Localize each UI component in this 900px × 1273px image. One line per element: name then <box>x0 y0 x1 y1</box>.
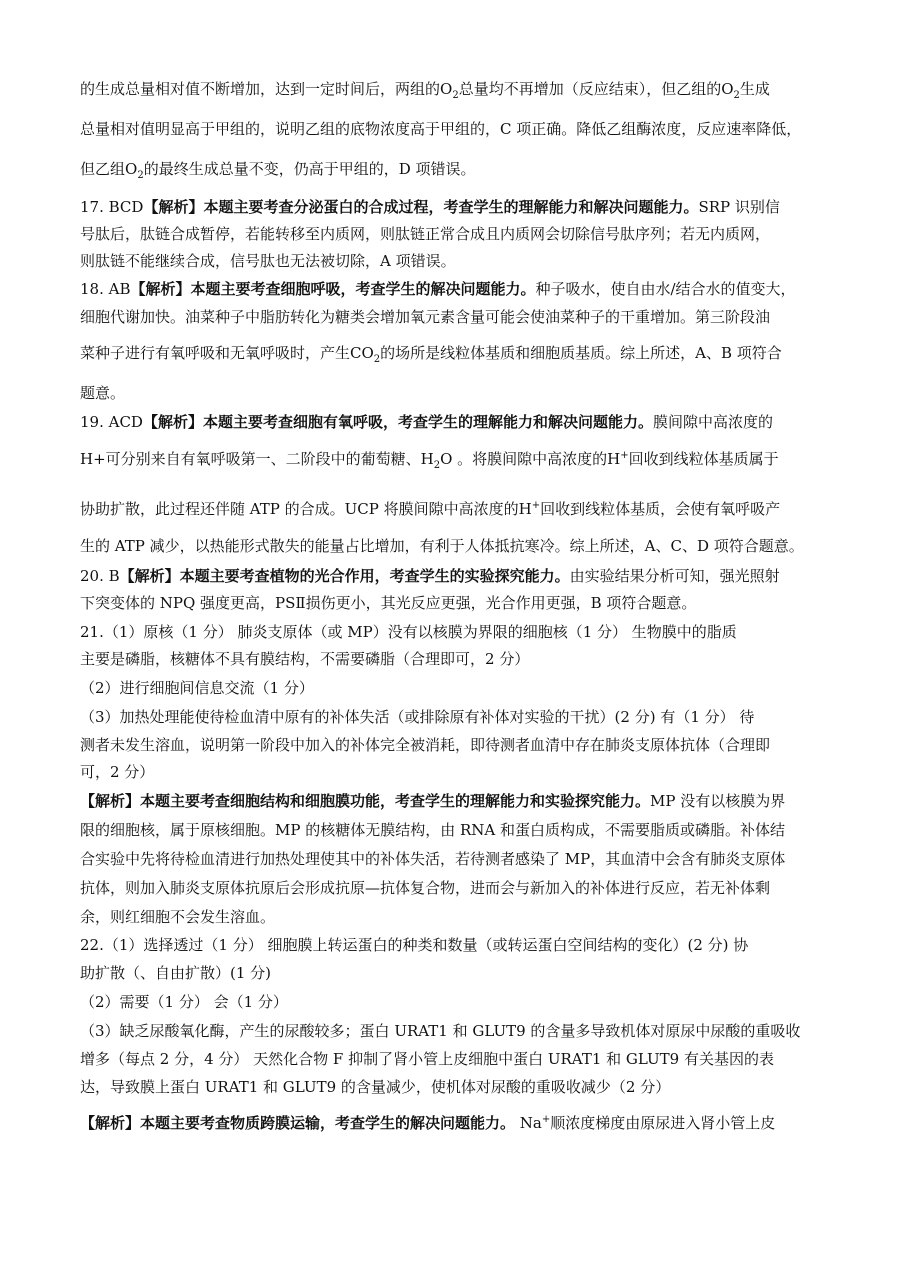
text-line: 限的细胞核，属于原核细胞。MP 的核糖体无膜结构，由 RNA 和蛋白质构成，不需要脂质或磷脂。补体结 <box>80 821 786 839</box>
text-line: （3）缺乏尿酸氧化酶，产生的尿酸较多；蛋白 URAT1 和 GLUT9 的含量多导致机体对原尿中尿酸的重吸收 <box>80 1022 801 1040</box>
text-line: 下突变体的 NPQ 强度更高，PSⅡ损伤更小，其光反应更强，光合作用更强，B 项符合题意。 <box>80 594 697 612</box>
text-line: 主要是磷脂，核糖体不具有膜结构，不需要磷脂（合理即可，2 分） <box>80 650 530 668</box>
text-line: （3）加热处理能使待检血清中原有的补体失活（或排除原有补体对实验的干扰）(2 分) 有（1 分） 待 <box>80 708 755 726</box>
text-line: 增多（每点 2 分，4 分） 天然化合物 F 抑制了肾小管上皮细胞中蛋白 URAT1 和 GLUT9 有关基因的表 <box>80 1050 774 1068</box>
text-line: 【解析】本题主要考查细胞结构和细胞膜功能，考查学生的理解能力和实验探究能力。MP 没有以核膜为界 <box>80 792 786 810</box>
text-line: 测者未发生溶血，说明第一阶段中加入的补体完全被消耗，即待测者血清中存在肺炎支原体抗体（合理即 <box>80 736 771 754</box>
text-line: （2）进行细胞间信息交流（1 分） <box>80 679 314 697</box>
text-line: 可，2 分） <box>80 763 155 781</box>
text-line: 的生成总量相对值不断增加，达到一定时间后，两组的$O_2$总量均不再增加（反应结束），但乙组的$O_2$生成 <box>80 80 770 100</box>
text-line: 但乙组$O_2$的最终生成总量不变，仍高于甲组的，D 项错误。 <box>80 160 476 180</box>
text-line: 【解析】本题主要考查物质跨膜运输，考查学生的解决问题能力。 Na+顺浓度梯度由原尿进入肾小管上皮 <box>80 1114 776 1132</box>
text-line: 协助扩散，此过程还伴随 ATP 的合成。UCP 将膜间隙中高浓度的H+回收到线粒体基质，会使有氧呼吸产 <box>80 500 781 518</box>
text-line: 生的 ATP 减少，以热能形式散失的能量占比增加，有利于人体抵抗寒冷。综上所述，A、C、D 项符合题意。 <box>80 537 804 555</box>
text-line: 19. ACD【解析】本题主要考查细胞有氧呼吸，考查学生的理解能力和解决问题能力。膜间隙中高浓度的 <box>80 413 773 431</box>
text-line: （2）需要（1 分） 会（1 分） <box>80 993 288 1011</box>
text-line: 合实验中先将待检血清进行加热处理使其中的补体失活，若待测者感染了 MP，其血清中会含有肺炎支原体 <box>80 850 786 868</box>
text-line: 细胞代谢加快。油菜种子中脂肪转化为糖类会增加氧元素含量可能会使油菜种子的干重增加。第三阶段油 <box>80 308 771 326</box>
text-line: 余，则红细胞不会发生溶血。 <box>80 908 276 926</box>
text-line: 号肽后，肽链合成暂停，若能转移至内质网，则肽链正常合成且内质网会切除信号肽序列；若无内质网， <box>80 225 771 243</box>
text-line: 17. BCD【解析】本题主要考查分泌蛋白的合成过程，考查学生的理解能力和解决问题能力。SRP 识别信 <box>80 198 780 216</box>
text-line: 总量相对值明显高于甲组的，说明乙组的底物浓度高于甲组的，C 项正确。降低乙组酶浓度，反应速率降低， <box>80 120 802 138</box>
text-line: 18. AB【解析】本题主要考查细胞呼吸，考查学生的解决问题能力。种子吸水，使自由水/结合水的值变大， <box>80 280 796 298</box>
text-line: 助扩散（、自由扩散）(1 分) <box>80 964 272 982</box>
text-line: 抗体，则加入肺炎支原体抗原后会形成抗原—抗体复合物，进而会与新加入的补体进行反应，若无补体剩 <box>80 879 771 897</box>
text-line: 22.（1）选择透过（1 分） 细胞膜上转运蛋白的种类和数量（或转运蛋白空间结构的变化）(2 分) 协 <box>80 936 749 954</box>
text-line: 题意。 <box>80 384 126 402</box>
text-line: H+可分别来自有氧呼吸第一、二阶段中的葡萄糖、$H_2O$ 。将膜间隙中高浓度的H+回收到线粒体基质属于 <box>80 450 779 470</box>
text-line: 20. B【解析】本题主要考查植物的光合作用，考查学生的实验探究能力。由实验结果分析可知，强光照射 <box>80 567 780 585</box>
text-line: 菜种子进行有氧呼吸和无氧呼吸时，产生$CO_2$的场所是线粒体基质和细胞质基质。综上所述，A、B 项符合 <box>80 344 782 364</box>
text-line: 21.（1）原核（1 分） 肺炎支原体（或 MP）没有以核膜为界限的细胞核（1 分） 生物膜中的脂质 <box>80 623 737 641</box>
text-line: 达，导致膜上蛋白 URAT1 和 GLUT9 的含量减少，使机体对尿酸的重吸收减少（2 分） <box>80 1078 671 1096</box>
text-line: 则肽链不能继续合成，信号肽也无法被切除，A 项错误。 <box>80 252 456 270</box>
